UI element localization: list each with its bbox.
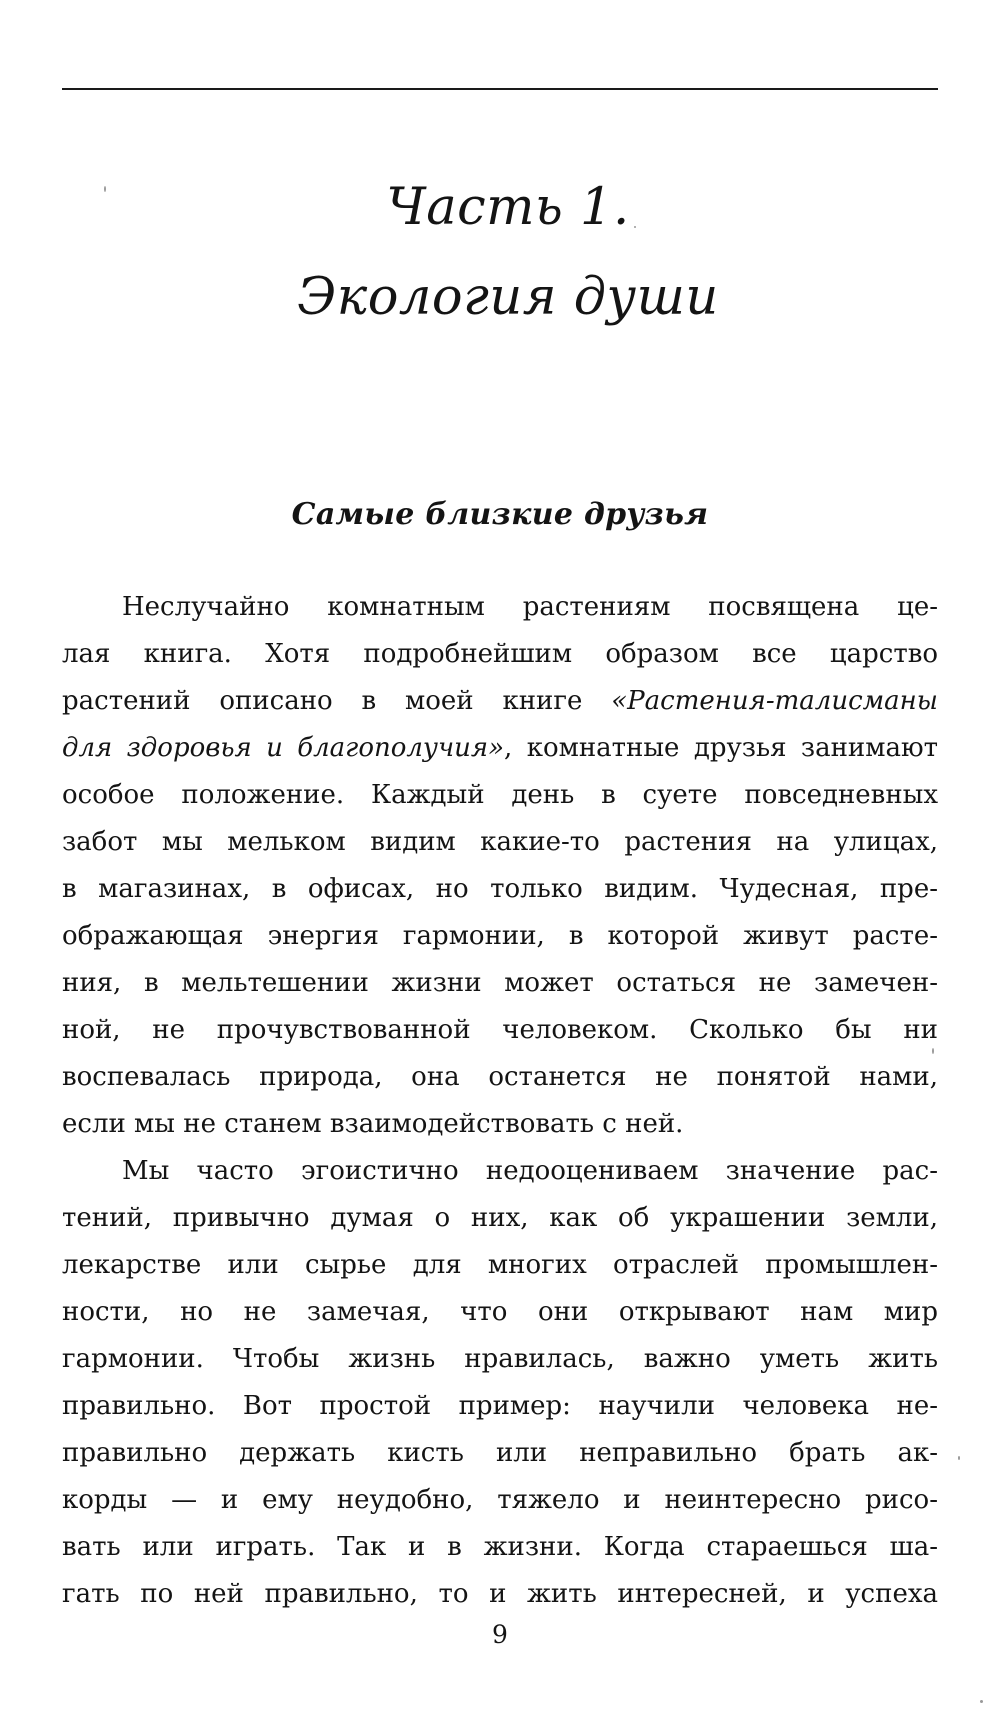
text-line: гармонии. Чтобы жизнь нравилась, важно уметь жить <box>62 1344 938 1374</box>
paragraph-2 <box>62 1148 938 1618</box>
header-rule <box>62 88 938 90</box>
scan-speck <box>634 226 636 228</box>
page-number: 9 <box>492 1620 508 1649</box>
text-line: правильно. Вот простой пример: научили человека не- <box>62 1391 938 1421</box>
text-line: если мы не станем взаимодействовать с ней. <box>62 1109 684 1139</box>
text-line: ности, но не замечая, что они открывают нам мир <box>62 1297 938 1327</box>
body-text <box>62 584 938 1618</box>
text-line: Мы часто эгоистично недооцениваем значение рас- <box>122 1156 938 1186</box>
scan-speck <box>958 1456 960 1460</box>
text-line: лекарстве или сырье для многих отраслей промышлен- <box>62 1250 938 1280</box>
part-title-line-1: Часть 1. <box>386 178 630 237</box>
text-line: особое положение. Каждый день в суете повседневных <box>62 780 938 810</box>
book-title-part-1: «Растения-талисманы <box>611 686 938 716</box>
text-line-part: растений описано в моей книге <box>62 686 612 716</box>
section-heading: Самые близкие друзья <box>291 497 709 532</box>
text-line: тений, привычно думая о них, как об украшении земли, <box>62 1203 938 1233</box>
text-line: корды — и ему неудобно, тяжело и неинтересно рисо- <box>62 1485 938 1515</box>
scan-speck <box>980 1700 983 1703</box>
text-line <box>62 678 938 725</box>
text-line: ния, в мельтешении жизни может остаться не замечен- <box>62 968 938 998</box>
part-title-line-2: Экология души <box>297 268 719 327</box>
text-line: воспевалась природа, она останется не понятой нами, <box>62 1062 938 1092</box>
text-line: Неслучайно комнатным растениям посвящена це- <box>122 592 938 622</box>
paragraph-1 <box>62 584 938 1148</box>
text-line: забот мы мельком видим какие-то растения на улицах, <box>62 827 938 857</box>
text-line <box>62 725 938 772</box>
book-title-part-2: для здоровья и благополучия» <box>62 733 505 763</box>
text-line: вать или играть. Так и в жизни. Когда стараешься ша- <box>62 1532 938 1562</box>
scan-speck <box>932 1048 934 1054</box>
text-line: ображающая энергия гармонии, в которой живут расте- <box>62 921 938 951</box>
text-line: лая книга. Хотя подробнейшим образом все царство <box>62 639 938 669</box>
text-line: ной, не прочувствованной человеком. Сколько бы ни <box>62 1015 938 1045</box>
text-line-part: , комнатные друзья занимают <box>504 733 938 763</box>
scan-speck <box>104 186 106 192</box>
text-line: гать по ней правильно, то и жить интересней, и успеха <box>62 1579 938 1609</box>
text-line: правильно держать кисть или неправильно брать ак- <box>62 1438 938 1468</box>
text-line: в магазинах, в офисах, но только видим. Чудесная, пре- <box>62 874 938 904</box>
